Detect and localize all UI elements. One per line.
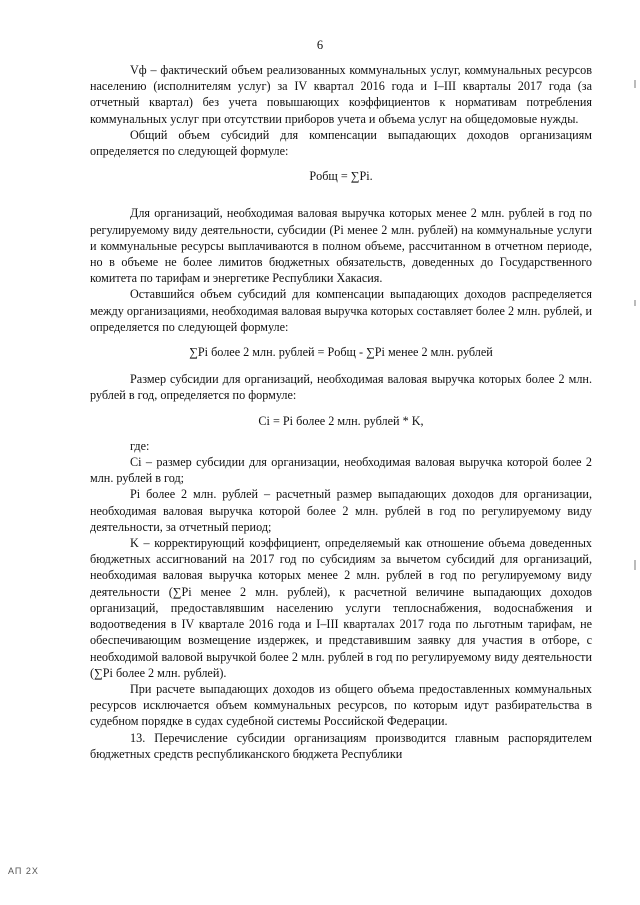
page-number: 6 — [316, 38, 324, 52]
formula-remaining-subsidy: ∑Pi более 2 млн. рублей = Pобщ - ∑Pi менее 2 млн. рублей — [189, 345, 493, 360]
footer-mark: АП 2Х — [8, 866, 39, 876]
paragraph-total-subsidy-intro: Общий объем субсидий для компенсации выпадающих доходов организациям определяется по следующей формуле: — [90, 127, 592, 159]
paragraph-item-13: 13. Перечисление субсидии организациям производится главным распорядителем бюджетных средств республиканского бюджета Республики — [90, 730, 592, 761]
document-body — [90, 62, 592, 762]
paragraph-pi-definition: Pi более 2 млн. рублей – расчетный размер выпадающих доходов для организации, необходимая валовая выручка которой более 2 млн. рублей в год по регулируемому виду деятельности, за отчетный период; — [90, 487, 592, 534]
paragraph-where: где: — [130, 438, 150, 453]
formula-subsidy-size: Ci = Pi более 2 млн. рублей * K, — [258, 413, 424, 428]
paragraph-litigation-exclusion: При расчете выпадающих доходов из общего объема предоставленных коммунальных ресурсов исключается объем коммунальных ресурсов, по которым идут разбирательства в судебном порядке в судах судебной системы Российской Федерации. — [90, 681, 592, 729]
scan-edge-mark — [634, 560, 636, 570]
paragraph-vf-definition: Vф – фактический объем реализованных коммунальных услуг, коммунальных ресурсов населению (исполнителям услуг) за IV квартал 2016 года и I–III кварталы 2017 года (за отчетный квартал) без учета повышающих коэффициентов к нормативам потребления коммунальных услуг при отсутствии приборов учета и объема услуг на общедомовые нужды. — [90, 63, 592, 126]
paragraph-k-definition: K – корректирующий коэффициент, определяемый как отношение объема доведенных бюджетных ассигнований на 2017 год по субсидиям за вычетом субсидий для организаций, необходимая валовая выручка которых менее 2 млн. рублей в год по регулируемому виду деятельности (∑Pi менее 2 млн. рублей), к расчетной величине выпадающих доходов организаций, предоставлявшим населению услуги теплоснабжения, водоснабжения и водоотведения в IV квартале 2016 года и I–III кварталах 2017 года по льготным тарифам, не обеспечивающим возмещение издержек, и представившим заявку для участия в отборе, с необходимой валовой выручкой более 2 млн. рублей в год по регулируемому виду деятельности (∑Pi более 2 млн. рублей). — [90, 536, 592, 680]
paragraph-ci-definition: Ci – размер субсидии для организации, необходимая валовая выручка которой более 2 млн. рублей в год; — [90, 455, 592, 486]
paragraph-small-organizations: Для организаций, необходимая валовая выручка которых менее 2 млн. рублей в год по регулируемому виду деятельности, субсидии (Pi менее 2 млн. рублей) на коммунальные услуги и коммунальные ресурсы выплачиваются в полном объеме, рассчитанном в отчетном периоде, но в объеме не более лимитов бюджетных обязательств, доведенных до Государственного комитета по тарифам и энергетике Республики Хакасия. — [90, 206, 592, 286]
scan-edge-mark — [634, 80, 636, 88]
paragraph-subsidy-size-intro: Размер субсидии для организаций, необходимая валовая выручка которых более 2 млн. рублей в год, определяется по формуле: — [90, 372, 592, 403]
scan-edge-mark — [634, 300, 636, 306]
formula-total-subsidy: Pобщ = ∑Pi. — [309, 169, 373, 184]
paragraph-remaining-subsidy: Оставшийся объем субсидий для компенсации выпадающих доходов распределяется между организациями, необходимая валовая выручка которых составляет более 2 млн. рублей, и определяется по следующей формуле: — [90, 287, 592, 334]
